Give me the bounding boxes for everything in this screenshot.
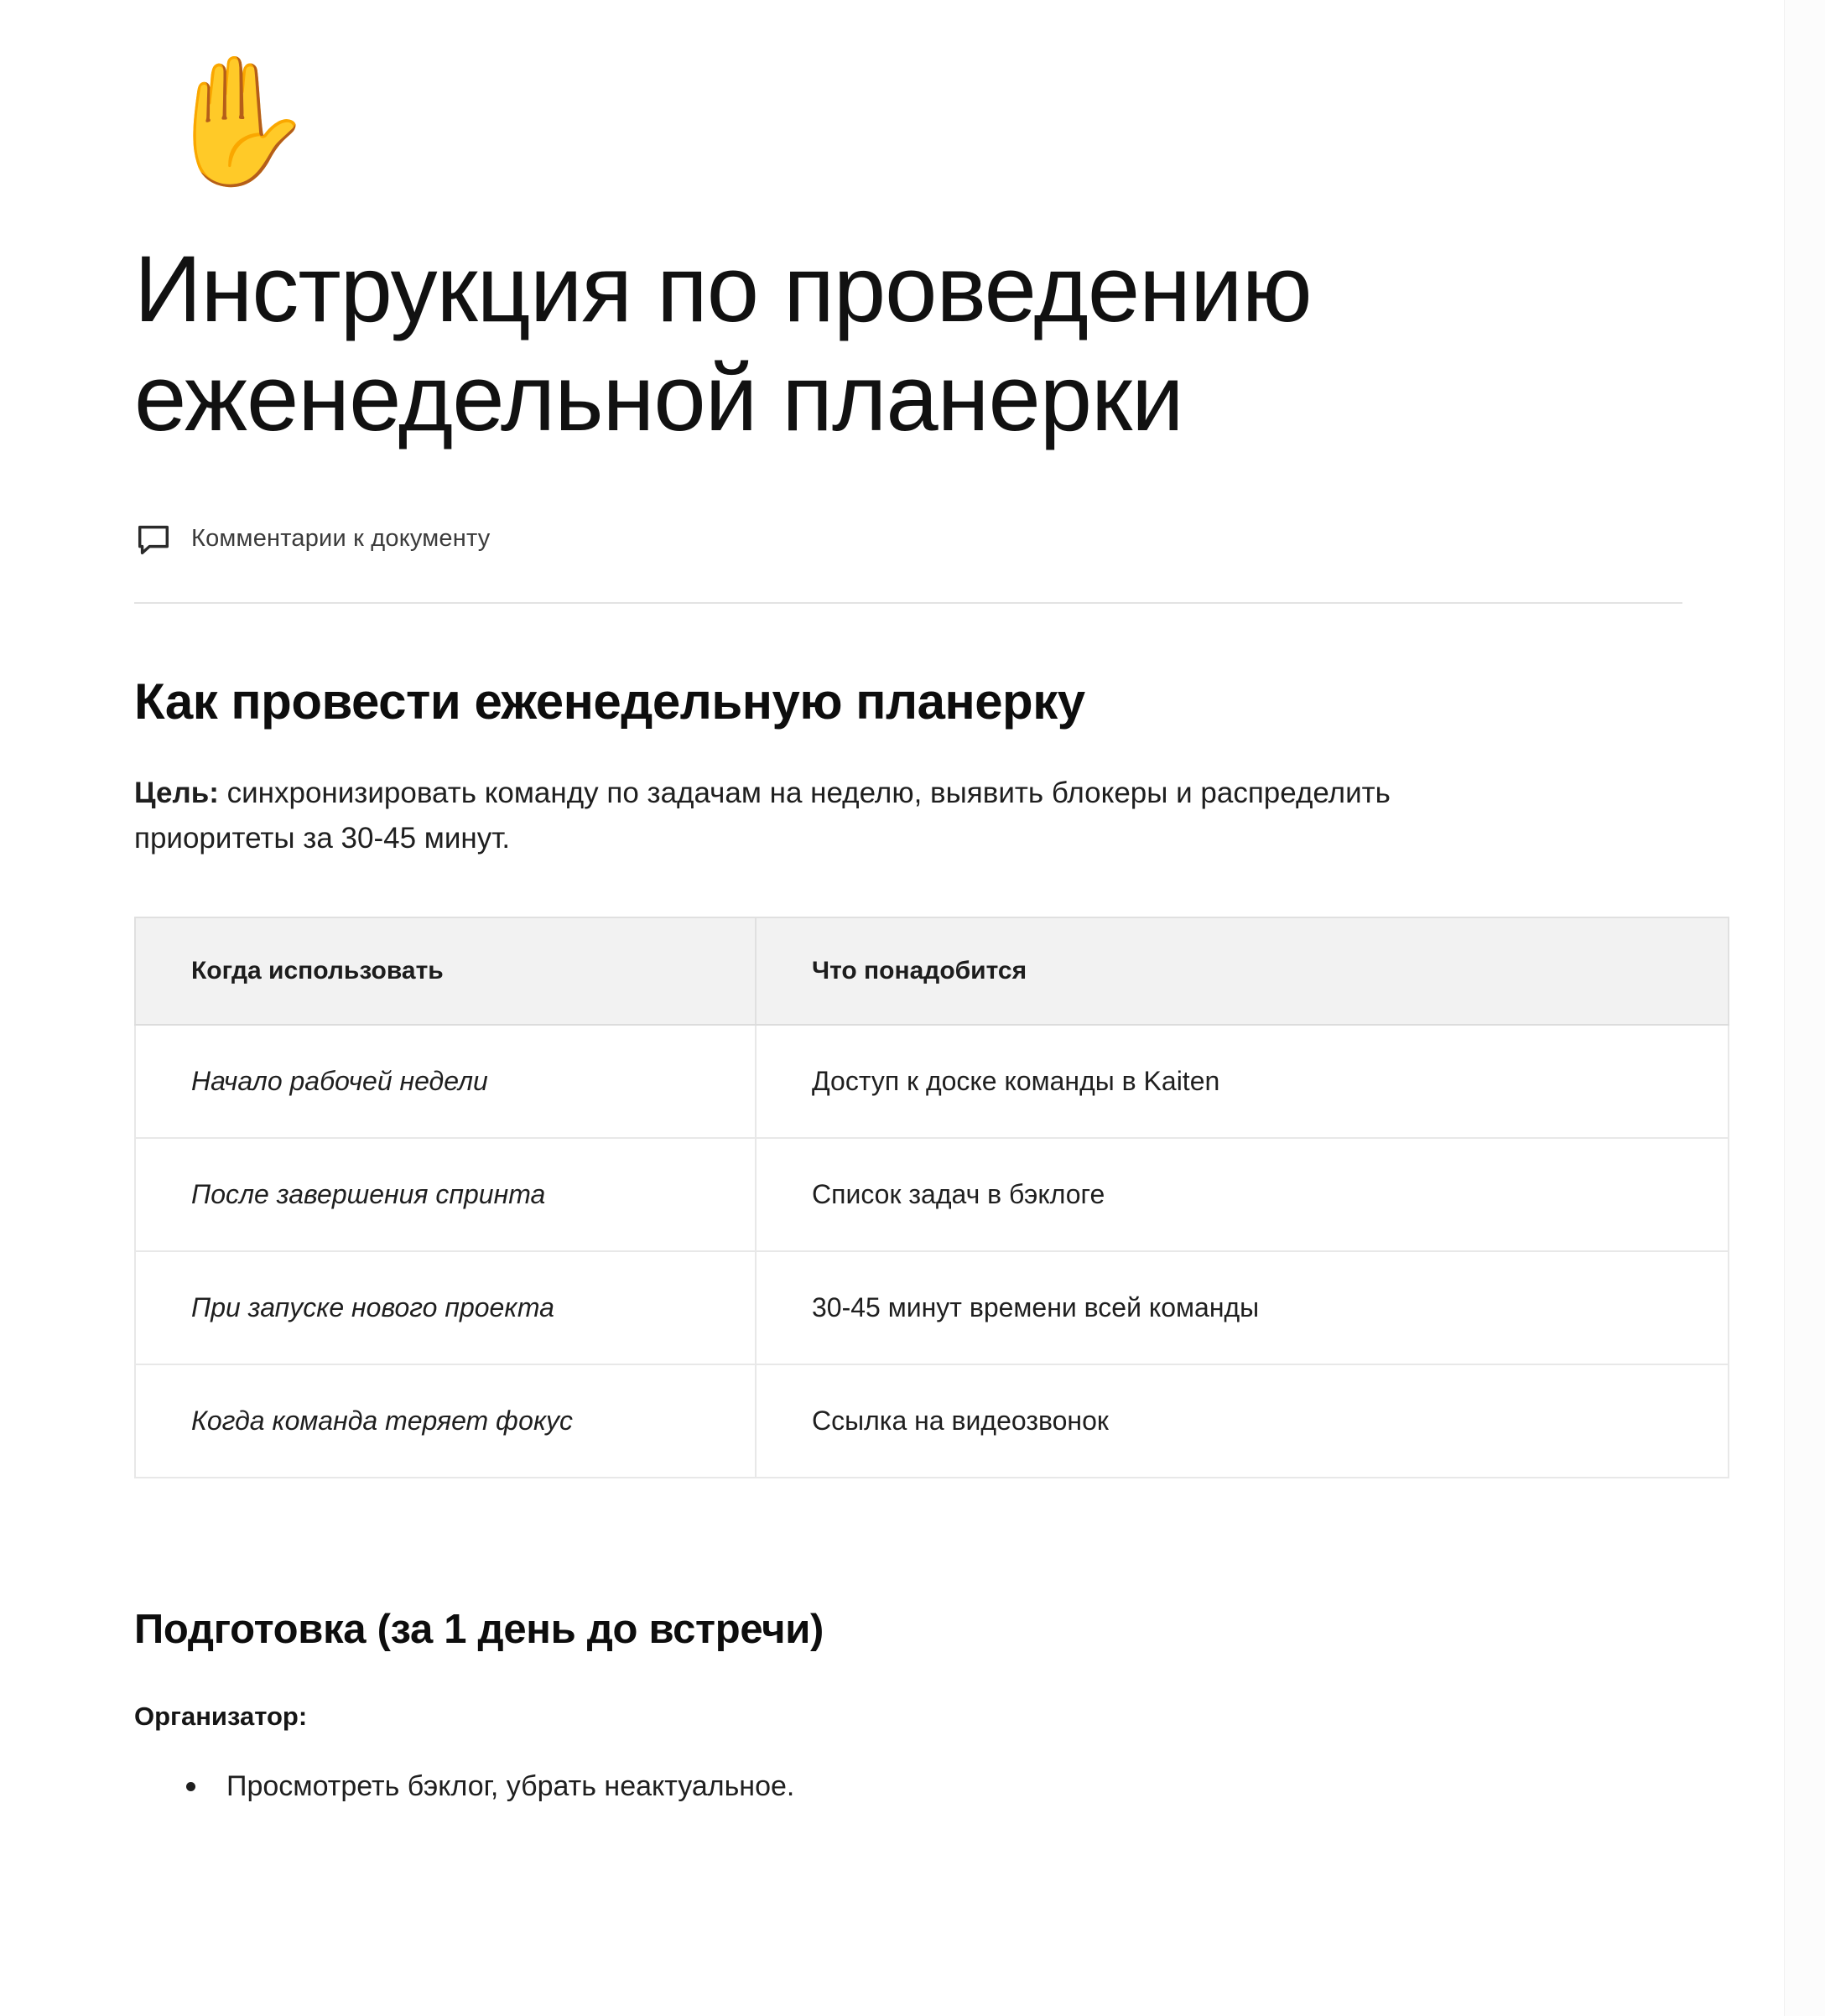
preparation-heading: Подготовка (за 1 день до встречи) [134,1607,824,1653]
section-heading: Как провести еженедельную планерку [134,673,1085,730]
organizer-label: Организатор: [134,1702,308,1732]
goal-label: Цель: [134,776,219,809]
table-row [135,1025,1729,1138]
comments-label: Комментарии к документу [191,525,491,553]
table-cell-needs: Ссылка на видеозвонок [756,1364,1729,1478]
table-header-row [135,917,1729,1025]
table-cell-needs: 30-45 минут времени всей команды [756,1251,1729,1364]
table-header-cell-when: Когда использовать [135,917,756,1025]
page-right-margin [1784,0,1825,2016]
comment-bubble-icon [134,520,173,559]
table-row [135,1138,1729,1251]
organizer-list [134,1765,1691,1808]
table-cell-when: Когда команда теряет фокус [135,1364,756,1478]
list-item: Просмотреть бэклог, убрать неактуальное. [186,1765,1691,1808]
raised-hand-emoji: ✋ [159,50,316,191]
page-title: Инструкция по проведению еженедельной планерки [134,236,1312,450]
table-body [135,1025,1729,1478]
table-header-cell-needs: Что понадобится [756,917,1729,1025]
table-row [135,1364,1729,1478]
table-cell-needs: Список задач в бэклоге [756,1138,1729,1251]
usage-table [134,917,1729,1478]
goal-text: синхронизировать команду по задачам на неделю, выявить блокеры и распределить приоритеты за 30-45 минут. [134,776,1391,855]
table-cell-when: Начало рабочей недели [135,1025,756,1138]
document-comments-link[interactable] [134,520,1682,604]
table-cell-when: После завершения спринта [135,1138,756,1251]
table-cell-when: При запуске нового проекта [135,1251,756,1364]
table-row [135,1251,1729,1364]
table-header [135,917,1729,1025]
goal-paragraph [134,771,1510,862]
table-cell-needs: Доступ к доске команды в Kaiten [756,1025,1729,1138]
